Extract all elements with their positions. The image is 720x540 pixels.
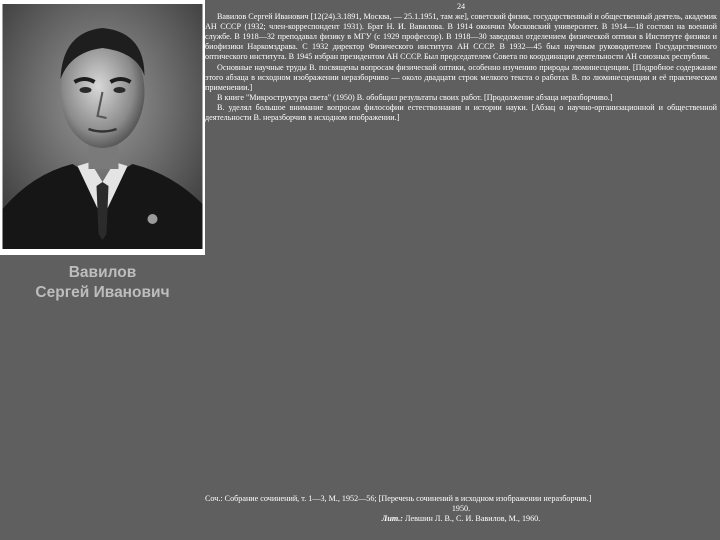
caption-given-names: Сергей Иванович xyxy=(35,284,170,301)
paragraph-microstructure: В книге "Микроструктура света" (1950) В. обобщил результаты своих работ. [Продолжение абзаца неразборчиво.] xyxy=(217,92,613,102)
portrait-caption xyxy=(0,263,205,303)
paragraph-history-of-science: В. уделял большое внимание вопросам философии естествознания и истории науки. [Абзац о научно-организационной и общественной деятельности В. неразборчив в исходном изображении.] xyxy=(205,102,717,123)
article-body xyxy=(205,2,717,123)
literature-line xyxy=(205,514,717,524)
literature-text: Левшин Л. В., С. И. Вавилов, М., 1960. xyxy=(405,514,541,524)
works-line: Соч.: Собрание сочинений, т. 1—3, М., 1952—56; [Перечень сочинений в исходном изображении неразборчив.] xyxy=(205,494,592,503)
literature-label: Лит.: xyxy=(381,514,403,524)
caption-surname: Вавилов xyxy=(68,264,137,281)
paragraph-scientific-work: Основные научные труды В. посвящены вопросам физической оптики, особенно изучению природы люминесценции. [Подробное содержание этого абзаца в исходном изображении неразборчиво — около двадцати строк мелкого текста о работах В. по люминесценции и её практическом применении.] xyxy=(205,62,717,92)
portrait-photo xyxy=(0,0,205,255)
paragraph-biography: Вавилов Сергей Иванович [12(24).3.1891, Москва, — 25.1.1951, там же], советский физик, государственный и общественный деятель, академик АН СССР (1932; член-корреспондент 1931). Брат Н. И. Вавилова. В 1914 окончил Московский университет. В 1914—18 состоял на военной службе. В 1918—32 преподавал физику в МГУ (с 1929 профессор). В 1918—30 заведовал отделением физической оптики в Институте физики и биофизики Наркомздрава. С 1932 директор Физического института АН СССР. В 1932—45 был научным руководителем Государственного оптического института. В 1945 избран президентом АН СССР. Был председателем Совета по координации деятельности АН союзных республик. xyxy=(205,12,717,62)
portrait-image xyxy=(2,4,203,249)
page-number: 24 xyxy=(456,2,466,11)
works-year: 1950. xyxy=(451,504,471,514)
references-block xyxy=(205,494,717,524)
